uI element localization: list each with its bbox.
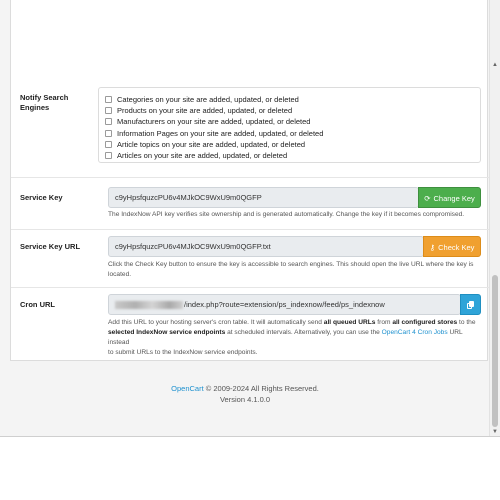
redacted-domain xyxy=(115,301,183,309)
scroll-up-arrow-icon[interactable]: ▲ xyxy=(492,62,498,68)
refresh-icon: ⟳ xyxy=(424,194,431,203)
blank-area xyxy=(0,438,500,500)
notify-options-box xyxy=(98,87,481,163)
page-footer: OpenCart © 2009-2024 All Rights Reserved. Version 4.1.0.0 xyxy=(0,383,490,405)
opencart-cron-jobs-link[interactable]: OpenCart 4 Cron Jobs xyxy=(381,329,448,336)
notify-option-categories[interactable]: Categories on your site are added, updated, or deleted xyxy=(105,94,480,105)
check-key-button[interactable]: ⚷ Check Key xyxy=(423,236,481,257)
checkbox[interactable] xyxy=(105,152,112,159)
cron-url-help: Add this URL to your hosting server's cron table. It will automatically send all queued URLs from all configured stores to the selected IndexNow service endpoints at scheduled intervals. Alternatively, you can use the OpenCart 4 Cron Jobs URL instead to submit URLs to the IndexNow service endpoints. xyxy=(108,319,476,356)
service-key-url-label: Service Key URL xyxy=(20,242,81,251)
key-icon: ⚷ xyxy=(429,243,436,252)
notify-option-article-topics[interactable]: Article topics on your site are added, updated, or deleted xyxy=(105,139,480,150)
service-key-input[interactable]: c9yHpsfquzcPU6v4MJkOC9WxU9m0QGFP xyxy=(108,187,419,208)
copy-icon xyxy=(467,301,475,309)
copy-cron-url-button[interactable] xyxy=(460,294,481,315)
notify-option-products[interactable]: Products on your site are added, updated, or deleted xyxy=(105,105,480,116)
scrollbar-thumb[interactable] xyxy=(492,275,498,427)
cron-url-label: Cron URL xyxy=(20,300,55,309)
service-key-label: Service Key xyxy=(20,193,63,202)
checkbox[interactable] xyxy=(105,130,112,137)
notify-option-manufacturers[interactable]: Manufacturers on your site are added, updated, or deleted xyxy=(105,116,480,127)
notify-option-articles[interactable]: Articles on your site are added, updated, or deleted xyxy=(105,150,480,161)
opencart-link[interactable]: OpenCart xyxy=(171,384,204,393)
checkbox[interactable] xyxy=(105,118,112,125)
vertical-scrollbar[interactable] xyxy=(489,0,500,437)
settings-panel xyxy=(10,0,488,361)
version-text: Version 4.1.0.0 xyxy=(219,395,271,404)
checkbox[interactable] xyxy=(105,141,112,148)
checkbox[interactable] xyxy=(105,96,112,103)
divider xyxy=(11,229,489,230)
notify-search-engines-label: Notify Search Engines xyxy=(20,93,69,112)
scroll-down-arrow-icon[interactable]: ▼ xyxy=(492,429,498,435)
service-key-url-input[interactable]: c9yHpsfquzcPU6v4MJkOC9WxU9m0QGFP.txt xyxy=(108,236,424,257)
change-key-button[interactable]: ⟳ Change Key xyxy=(418,187,481,208)
service-key-help: The IndexNow API key verifies site ownership and is generated automatically. Change the key if it becomes compromised. xyxy=(108,211,465,218)
service-key-url-help: Click the Check Key button to ensure the key is accessible to search engines. This should open the live URL where the key is located. xyxy=(108,261,474,278)
notify-option-information-pages[interactable]: Information Pages on your site are added, updated, or deleted xyxy=(105,128,480,139)
divider xyxy=(11,177,489,178)
cron-url-input[interactable]: /index.php?route=extension/ps_indexnow/feed/ps_indexnow xyxy=(108,294,461,315)
checkbox[interactable] xyxy=(105,107,112,114)
divider xyxy=(11,287,489,288)
